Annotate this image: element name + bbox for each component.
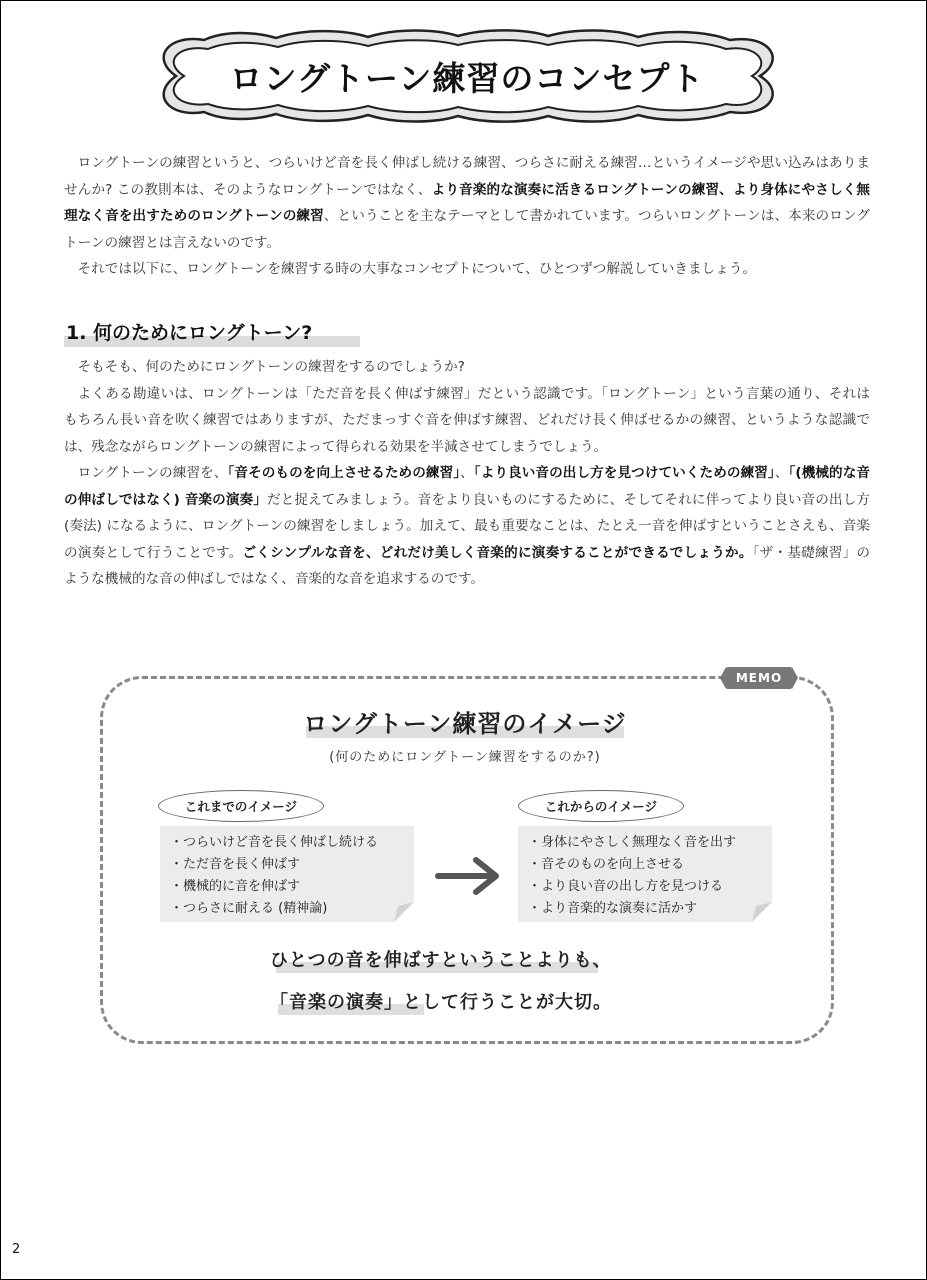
list-item: ・機械的に音を伸ばす xyxy=(170,879,301,894)
intro-text xyxy=(64,150,870,283)
title-cloud xyxy=(146,28,788,124)
closing-line-2: 「音楽の演奏」として行うことが大切。 xyxy=(270,992,612,1013)
page-curl-icon xyxy=(394,902,414,922)
list-item: ・より良い音の出し方を見つける xyxy=(528,879,724,894)
intro-paragraph-1: ロングトーンの練習というと、つらいけど音を長く伸ばし続ける練習、つらさに耐える練習…というイメージや思い込みはありませんか? この教則本は、そのようなロングトーンではなく、より音楽的な演奏に活きるロングトーンの練習、より身体にやさしく無理なく音を出すためのロングトーンの練習、ということを主なテーマとして書かれています。つらいロングトーンは、本来のロングトーンの練習とは言えないのです。 xyxy=(64,155,870,251)
section1-paragraph-3: ロングトーンの練習を、「音そのものを向上させるための練習」、「より良い音の出し方を見つけていくための練習」、「(機械的な音の伸ばしではなく) 音楽の演奏」だと捉えてみましょう。音をより良いものにするために、そしてそれに伴ってより良い音の出し方 (奏法) になるように、ロングトーンの練習をしましょう。加えて、最も重要なことは、たとえ一音を伸ばすということさえも、音楽の演奏として行うことです。ごくシンプルな音を、どれだけ美しく音楽的に演奏することができるでしょうか。「ザ・基礎練習」のような機械的な音の伸ばしではなく、音楽的な音を追求するのです。 xyxy=(64,465,870,587)
memo-title: ロングトーン練習のイメージ xyxy=(303,710,627,738)
page-number: 2 xyxy=(12,1242,21,1257)
section-heading: 1. 何のためにロングトーン? xyxy=(64,316,364,350)
list-item: ・つらさに耐える (精神論) xyxy=(170,901,328,916)
memo-tag: MEMO xyxy=(726,667,792,689)
right-arrow-icon xyxy=(434,854,504,898)
closing-line-1: ひとつの音を伸ばすということよりも、 xyxy=(270,950,612,971)
list-item: ・より音楽的な演奏に活かす xyxy=(528,901,698,916)
page-title: ロングトーン練習のコンセプト xyxy=(229,58,705,98)
memo-subtitle: (何のためにロングトーン練習をするのか?) xyxy=(329,750,601,765)
page-curl-icon xyxy=(752,902,772,922)
after-note xyxy=(518,826,772,922)
list-item: ・つらいけど音を長く伸ばし続ける xyxy=(170,835,379,850)
intro-paragraph-2: それでは以下に、ロングトーンを練習する時の大事なコンセプトについて、ひとつずつ解説していきましょう。 xyxy=(77,261,756,277)
list-item: ・身体にやさしく無理なく音を出す xyxy=(528,835,737,850)
after-label-bubble: これからのイメージ xyxy=(518,790,684,822)
before-note xyxy=(160,826,414,922)
list-item: ・ただ音を長く伸ばす xyxy=(170,857,301,872)
list-item: ・音そのものを向上させる xyxy=(528,857,685,872)
before-label-bubble: これまでのイメージ xyxy=(158,790,324,822)
section1-paragraph-2: よくある勘違いは、ロングトーンは「ただ音を長く伸ばす練習」だという認識です。「ロングトーン」という言葉の通り、それはもちろん長い音を吹く練習ではありますが、ただまっすぐ音を伸ばす練習、どれだけ長く伸ばせるかの練習、というような認識では、残念ながらロングトーンの練習によって得られる効果を半減させてしまうでしょう。 xyxy=(64,385,870,455)
section1-text xyxy=(64,354,870,593)
section1-paragraph-1: そもそも、何のためにロングトーンの練習をするのでしょうか? xyxy=(77,359,465,375)
